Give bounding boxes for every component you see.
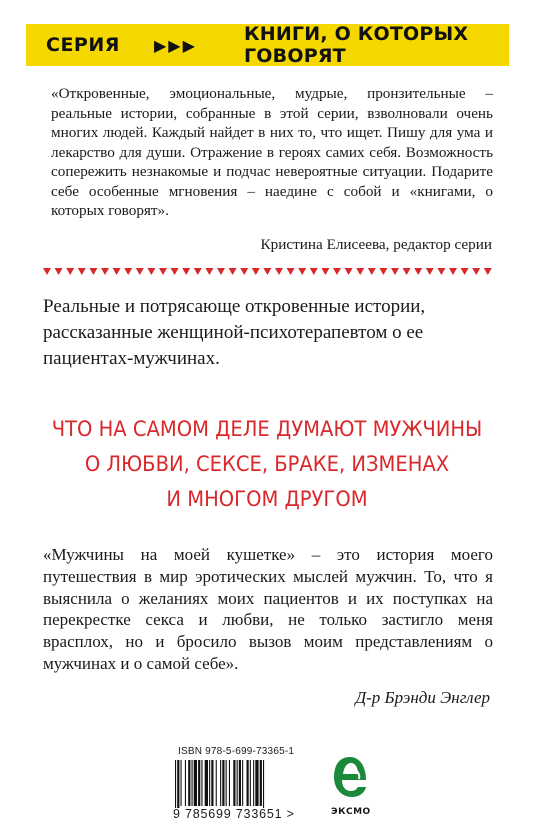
lead-text: Реальные и потрясающе откровенные истории, рассказанные женщиной-психотерапевтом о ее пациентах-мужчинах. [43,296,426,369]
headline [37,412,496,517]
author-signature: Д-р Брэнди Энглер [355,688,490,707]
publisher-name: ЭКСМО [331,807,371,817]
decorative-divider [43,266,493,278]
barcode-number: 9 785699 733651 > [173,807,295,821]
isbn-text: ISBN 978-5-699-73365-1 [178,746,295,757]
series-name: КНИГИ, О КОТОРЫХ ГОВОРЯТ [244,23,469,67]
author-quote: «Мужчины на моей кушетке» – это история моего путешествия в мир эротических мыслей мужчин. То, что я выяснила о желаниях моих пациентов и их поступках на перекрестке секса и любви, не только застигло меня врасплох, но и бросило вызов моим представлениям о мужчинах и о самой себе». [43,545,493,673]
editor-quote-author: Кристина Елисеева, редактор серии [260,236,492,253]
series-banner [26,24,509,66]
barcode [173,760,313,808]
series-label: СЕРИЯ [46,34,120,56]
headline-line-2: О ЛЮБВИ, СЕКСЕ, БРАКЕ, ИЗМЕНАХ [84,452,450,476]
headline-line-1: ЧТО НА САМОМ ДЕЛЕ ДУМАЮТ МУЖЧИНЫ [51,417,483,441]
publisher-logo-icon [332,755,368,799]
arrows-icon: ▶▶▶ [154,35,197,55]
headline-line-3: И МНОГОМ ДРУГОМ [166,487,368,511]
editor-quote: «Откровенные, эмоциональные, мудрые, пронзительные – реальные истории, собранные в этой серии, взволновали очень многих людей. Каждый найдет в них то, что ищет. Пишу для ума и лекарство для души. Отражение в героях самих себя. Возможность сопережить незнакомые и подчас невероятные ситуации. Подарите себе особенные мгновения – наедине с собой и «книгами, о которых говорят». [51,85,493,219]
